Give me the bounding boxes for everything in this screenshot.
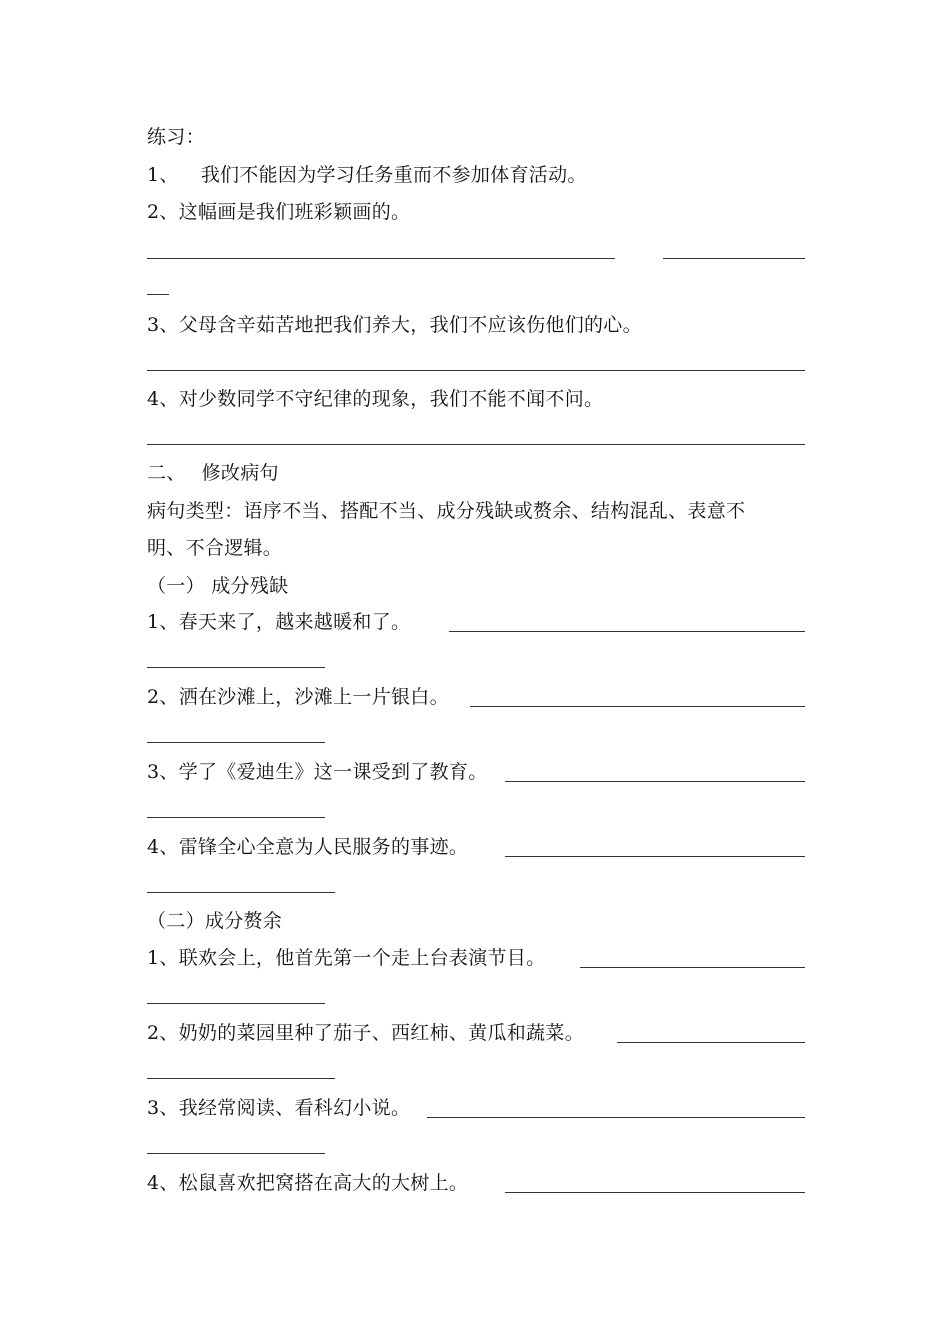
group-1-item-3: 3、学了《爱迪生》这一课受到了教育。 bbox=[147, 761, 488, 783]
practice-item-4 bbox=[147, 387, 603, 411]
practice-item-text: 父母含辛茹苦地把我们养大，我们不应该伤他们的心。 bbox=[178, 314, 642, 336]
group-1-title: （一） 成分残缺 bbox=[147, 575, 289, 597]
group-2-item-1: 1、联欢会上，他首先第一个走上台表演节目。 bbox=[147, 947, 546, 969]
answer-line bbox=[147, 742, 325, 743]
error-types-line-2: 明、不合逻辑。 bbox=[147, 537, 283, 559]
answer-line bbox=[505, 856, 805, 857]
practice-item-2 bbox=[147, 200, 410, 224]
group-2-item-2: 2、奶奶的菜园里种了茄子、西红柿、黄瓜和蔬菜。 bbox=[147, 1022, 584, 1044]
answer-line bbox=[427, 1117, 805, 1118]
practice-heading: 练习： bbox=[147, 126, 205, 148]
practice-item-number: 4、 bbox=[147, 388, 179, 410]
answer-line bbox=[505, 781, 805, 782]
section-heading bbox=[147, 461, 279, 485]
practice-item-text: 这幅画是我们班彩颖画的。 bbox=[178, 201, 411, 223]
answer-line bbox=[147, 444, 805, 445]
answer-line bbox=[617, 1042, 805, 1043]
error-types-line-1: 病句类型：语序不当、搭配不当、成分残缺或赘余、结构混乱、表意不 bbox=[147, 500, 746, 522]
answer-line bbox=[147, 370, 805, 371]
group-1-item-4: 4、雷锋全心全意为人民服务的事迹。 bbox=[147, 836, 469, 858]
practice-item-3 bbox=[147, 313, 642, 337]
answer-line bbox=[147, 1003, 325, 1004]
answer-line bbox=[470, 706, 805, 707]
practice-item-text: 我们不能因为学习任务重而不参加体育活动。 bbox=[200, 164, 587, 186]
group-2-item-4: 4、松鼠喜欢把窝搭在高大的大树上。 bbox=[147, 1172, 469, 1194]
answer-line bbox=[580, 967, 805, 968]
answer-line bbox=[147, 817, 325, 818]
answer-line bbox=[147, 667, 325, 668]
practice-item-number: 1、 bbox=[147, 164, 179, 186]
practice-item-1 bbox=[147, 163, 587, 187]
answer-line bbox=[147, 1153, 325, 1154]
answer-line bbox=[147, 892, 335, 893]
practice-item-text: 对少数同学不守纪律的现象，我们不能不闻不问。 bbox=[178, 388, 604, 410]
group-1-item-2: 2、洒在沙滩上，沙滩上一片银白。 bbox=[147, 686, 449, 708]
section-title: 修改病句 bbox=[201, 462, 279, 484]
answer-line bbox=[147, 258, 615, 259]
section-number: 二、 bbox=[147, 462, 186, 484]
group-1-item-1: 1、春天来了，越来越暖和了。 bbox=[147, 611, 411, 633]
practice-item-number: 3、 bbox=[147, 314, 179, 336]
group-2-title: （二）成分赘余 bbox=[147, 910, 283, 932]
answer-line bbox=[147, 294, 169, 295]
answer-line bbox=[505, 1192, 805, 1193]
group-2-item-3: 3、我经常阅读、看科幻小说。 bbox=[147, 1097, 411, 1119]
practice-item-number: 2、 bbox=[147, 201, 179, 223]
answer-line bbox=[449, 631, 805, 632]
answer-line bbox=[147, 1078, 335, 1079]
answer-line bbox=[663, 258, 805, 259]
